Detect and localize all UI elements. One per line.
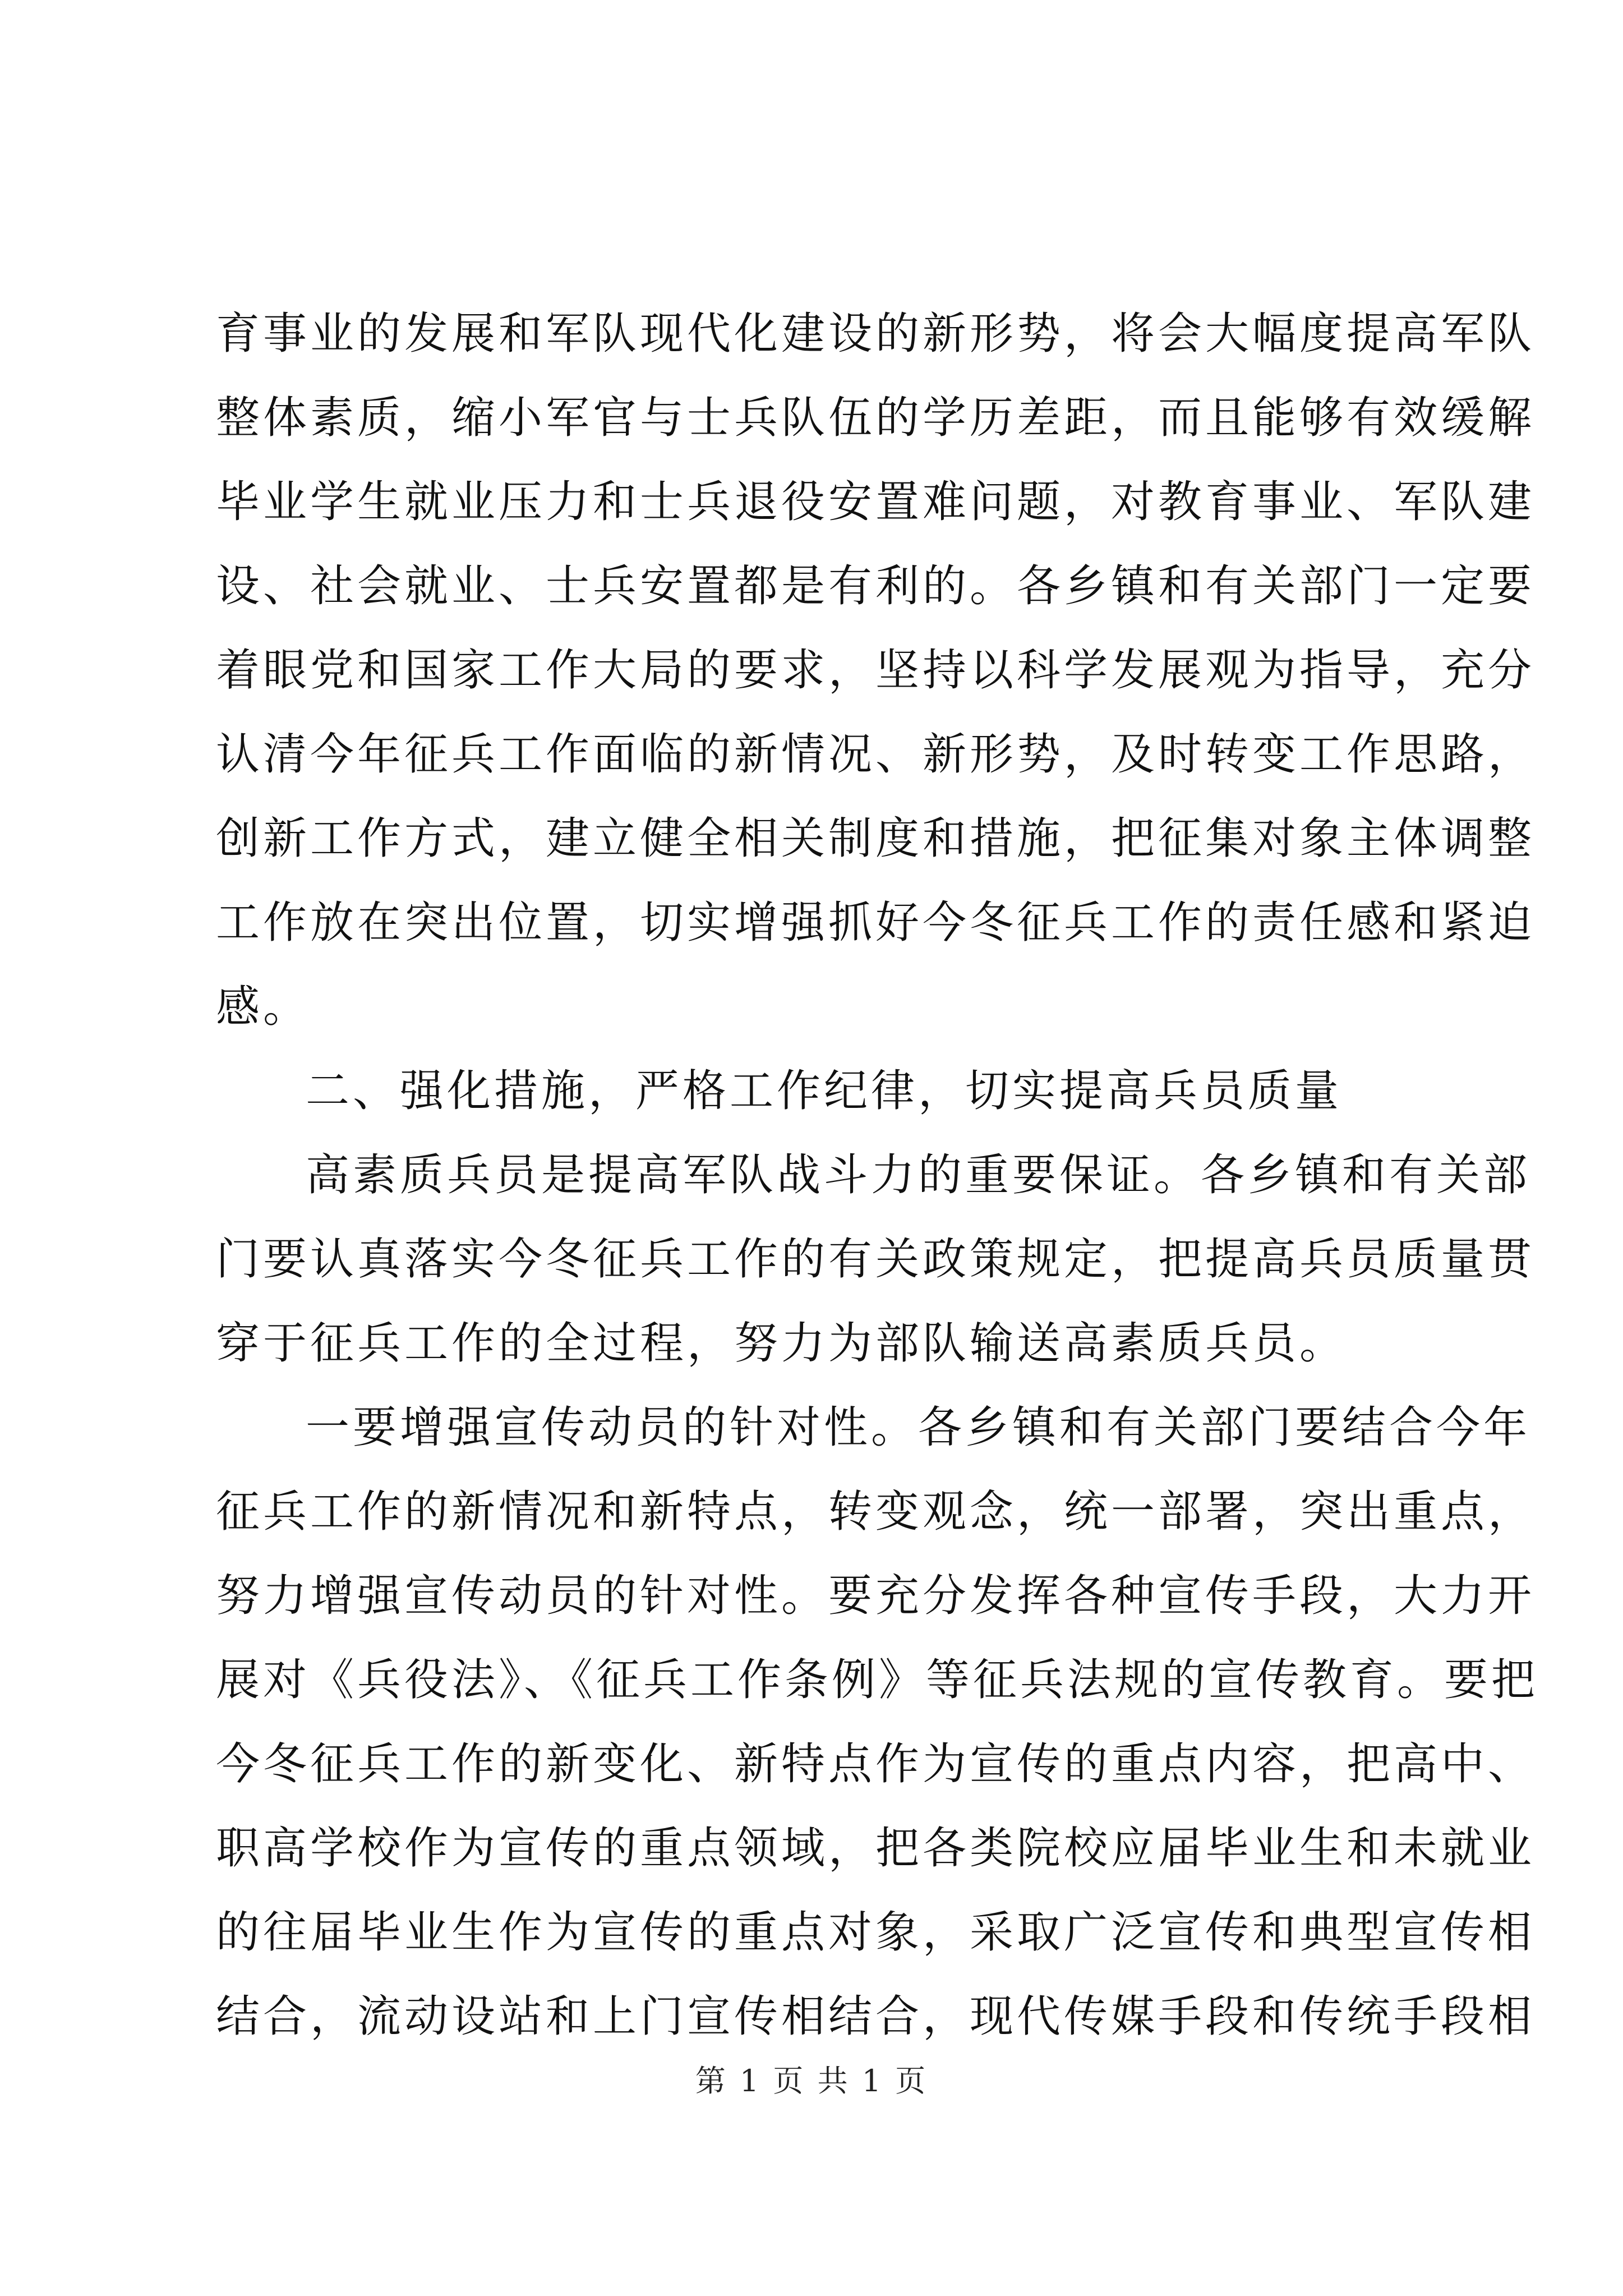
page-footer: 第 1 页 共 1 页: [695, 2063, 928, 2099]
text-line: 育事业的发展和军队现代化建设的新形势，将会大幅度提高军队: [216, 309, 1536, 359]
text-line: 展对《兵役法》、《征兵工作条例》等征兵法规的宣传教育。要把: [216, 1655, 1539, 1705]
text-line: 感。: [216, 982, 311, 1032]
text-line: 职高学校作为宣传的重点领域，把各类院校应届毕业生和未就业: [216, 1823, 1536, 1874]
section-heading: 二、强化措施，严格工作纪律，切实提高兵员质量: [306, 1066, 1343, 1116]
text-line: 穿于征兵工作的全过程，努力为部队输送高素质兵员。: [216, 1318, 1347, 1369]
text-line: 毕业学生就业压力和士兵退役安置难问题，对教育事业、军队建: [216, 477, 1536, 527]
text-line: 着眼党和国家工作大局的要求，坚持以科学发展观为指导，充分: [216, 645, 1536, 696]
text-line: 高素质兵员是提高军队战斗力的重要保证。各乡镇和有关部: [306, 1150, 1531, 1200]
text-line: 征兵工作的新情况和新特点，转变观念，统一部署，突出重点，: [216, 1487, 1536, 1537]
text-line: 工作放在突出位置，切实增强抓好今冬征兵工作的责任感和紧迫: [216, 898, 1536, 948]
text-line: 今冬征兵工作的新变化、新特点作为宣传的重点内容，把高中、: [216, 1739, 1536, 1789]
text-line: 整体素质，缩小军官与士兵队伍的学历差距，而且能够有效缓解: [216, 393, 1536, 443]
text-line: 门要认真落实今冬征兵工作的有关政策规定，把提高兵员质量贯: [216, 1234, 1536, 1285]
text-line: 认清今年征兵工作面临的新情况、新形势，及时转变工作思路，: [216, 729, 1536, 780]
text-line: 结合，流动设站和上门宣传相结合，现代传媒手段和传统手段相: [216, 1991, 1536, 2042]
text-line: 的往届毕业生作为宣传的重点对象，采取广泛宣传和典型宣传相: [216, 1907, 1536, 1958]
text-line: 创新工作方式，建立健全相关制度和措施，把征集对象主体调整: [216, 813, 1536, 864]
text-line: 设、社会就业、士兵安置都是有利的。各乡镇和有关部门一定要: [216, 561, 1536, 611]
text-line: 一要增强宣传动员的针对性。各乡镇和有关部门要结合今年: [306, 1402, 1531, 1453]
text-line: 努力增强宣传动员的针对性。要充分发挥各种宣传手段，大力开: [216, 1571, 1536, 1621]
